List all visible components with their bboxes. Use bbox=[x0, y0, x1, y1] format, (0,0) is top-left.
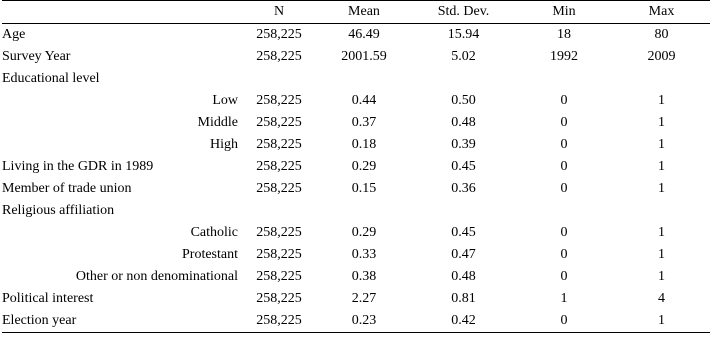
cell-max bbox=[613, 200, 710, 222]
table-row bbox=[2, 288, 710, 310]
cell-min: 0 bbox=[560, 115, 568, 130]
cell-std-dev: 0.81 bbox=[451, 291, 476, 306]
cell-max: 1 bbox=[658, 137, 665, 152]
cell-std-dev: 0.50 bbox=[451, 93, 476, 108]
cell-min: 0 bbox=[560, 225, 568, 240]
cell-std-dev: 0.45 bbox=[451, 159, 476, 174]
cell-n: 258,225 bbox=[256, 49, 302, 64]
row-label: Living in the GDR in 1989 bbox=[2, 159, 154, 174]
cell-mean: 0.44 bbox=[351, 93, 377, 108]
table-row bbox=[2, 90, 710, 112]
cell-mean bbox=[316, 200, 412, 222]
header-mean: Mean bbox=[316, 1, 412, 24]
cell-mean: 0.18 bbox=[351, 137, 377, 152]
table-row bbox=[2, 156, 710, 178]
table-row bbox=[2, 112, 710, 134]
row-label: Member of trade union bbox=[2, 181, 132, 196]
row-label: Protestant bbox=[182, 247, 238, 262]
cell-std-dev: 0.48 bbox=[451, 115, 476, 130]
cell-mean: 0.15 bbox=[351, 181, 377, 196]
header-std-dev: Std. Dev. bbox=[412, 1, 515, 24]
cell-std-dev bbox=[412, 200, 515, 222]
cell-n: 258,225 bbox=[256, 115, 302, 130]
table-row bbox=[2, 178, 710, 200]
header-min: Min bbox=[515, 1, 613, 24]
cell-mean: 2001.59 bbox=[341, 49, 387, 64]
cell-min bbox=[515, 68, 613, 90]
row-label: Election year bbox=[2, 310, 242, 333]
cell-mean: 0.23 bbox=[316, 310, 412, 333]
header-row bbox=[2, 1, 710, 24]
cell-min: 18 bbox=[557, 27, 571, 42]
cell-std-dev: 15.94 bbox=[447, 27, 480, 42]
cell-max: 2009 bbox=[647, 49, 676, 64]
cell-min: 0 bbox=[560, 93, 568, 108]
cell-max: 1 bbox=[658, 115, 665, 130]
cell-mean: 0.29 bbox=[351, 225, 377, 240]
cell-n bbox=[242, 68, 316, 90]
row-label: High bbox=[210, 137, 238, 152]
cell-max: 1 bbox=[658, 225, 665, 240]
cell-n: 258,225 bbox=[256, 291, 302, 306]
table-row bbox=[2, 200, 710, 222]
cell-min: 0 bbox=[560, 247, 568, 262]
cell-n: 258,225 bbox=[256, 247, 302, 262]
cell-min: 0 bbox=[560, 181, 568, 196]
header-max: Max bbox=[613, 1, 710, 24]
cell-min: 0 bbox=[560, 137, 568, 152]
cell-n: 258,225 bbox=[256, 225, 302, 240]
table-row bbox=[2, 244, 710, 266]
cell-std-dev: 0.42 bbox=[412, 310, 515, 333]
cell-max: 1 bbox=[658, 93, 665, 108]
cell-n: 258,225 bbox=[256, 93, 302, 108]
cell-n: 258,225 bbox=[256, 159, 302, 174]
cell-mean: 0.33 bbox=[351, 247, 377, 262]
cell-max: 1 bbox=[658, 247, 665, 262]
cell-mean: 46.49 bbox=[348, 27, 380, 42]
cell-n: 258,225 bbox=[256, 27, 302, 42]
cell-min: 1 bbox=[560, 291, 568, 306]
row-label: Religious affiliation bbox=[2, 203, 115, 218]
cell-std-dev: 0.47 bbox=[451, 247, 476, 262]
table-row bbox=[2, 222, 710, 244]
cell-n bbox=[242, 200, 316, 222]
table-row bbox=[2, 24, 710, 47]
cell-n: 258,225 bbox=[242, 310, 316, 333]
row-label: Survey Year bbox=[2, 49, 71, 64]
cell-n: 258,225 bbox=[256, 137, 302, 152]
row-label: Political interest bbox=[2, 291, 94, 306]
cell-mean: 0.37 bbox=[351, 115, 377, 130]
cell-std-dev: 0.48 bbox=[451, 269, 476, 284]
cell-min: 0 bbox=[515, 310, 613, 333]
cell-max: 4 bbox=[658, 291, 665, 306]
cell-mean: 2.27 bbox=[351, 291, 377, 306]
cell-max: 1 bbox=[658, 159, 665, 174]
cell-min: 1992 bbox=[550, 49, 578, 64]
row-label: Age bbox=[2, 27, 26, 42]
statistics-table bbox=[2, 0, 710, 333]
table-row bbox=[2, 266, 710, 288]
table-row bbox=[2, 46, 710, 68]
cell-mean: 0.29 bbox=[351, 159, 377, 174]
row-label: Middle bbox=[197, 115, 238, 130]
row-label: Catholic bbox=[190, 225, 238, 240]
header-variable bbox=[2, 1, 242, 24]
cell-std-dev: 0.45 bbox=[451, 225, 476, 240]
row-label: Low bbox=[212, 93, 238, 108]
cell-max bbox=[613, 68, 710, 90]
cell-max: 80 bbox=[654, 27, 669, 42]
table-row bbox=[2, 68, 710, 90]
cell-min bbox=[515, 200, 613, 222]
header-n: N bbox=[242, 1, 316, 24]
cell-max: 1 bbox=[658, 181, 665, 196]
cell-std-dev: 5.02 bbox=[451, 49, 476, 64]
cell-max: 1 bbox=[613, 310, 710, 333]
row-label: Other or non denominational bbox=[75, 269, 238, 284]
cell-n: 258,225 bbox=[256, 181, 302, 196]
cell-n: 258,225 bbox=[256, 269, 302, 284]
cell-min: 0 bbox=[560, 269, 568, 284]
row-label: Educational level bbox=[2, 71, 100, 86]
cell-min: 0 bbox=[560, 159, 568, 174]
cell-mean: 0.38 bbox=[351, 269, 377, 284]
cell-std-dev bbox=[412, 68, 515, 90]
cell-std-dev: 0.36 bbox=[451, 181, 476, 196]
table-row bbox=[2, 134, 710, 156]
cell-std-dev: 0.39 bbox=[451, 137, 476, 152]
cell-max: 1 bbox=[658, 269, 665, 284]
cell-mean bbox=[316, 68, 412, 90]
table-row bbox=[2, 310, 710, 333]
